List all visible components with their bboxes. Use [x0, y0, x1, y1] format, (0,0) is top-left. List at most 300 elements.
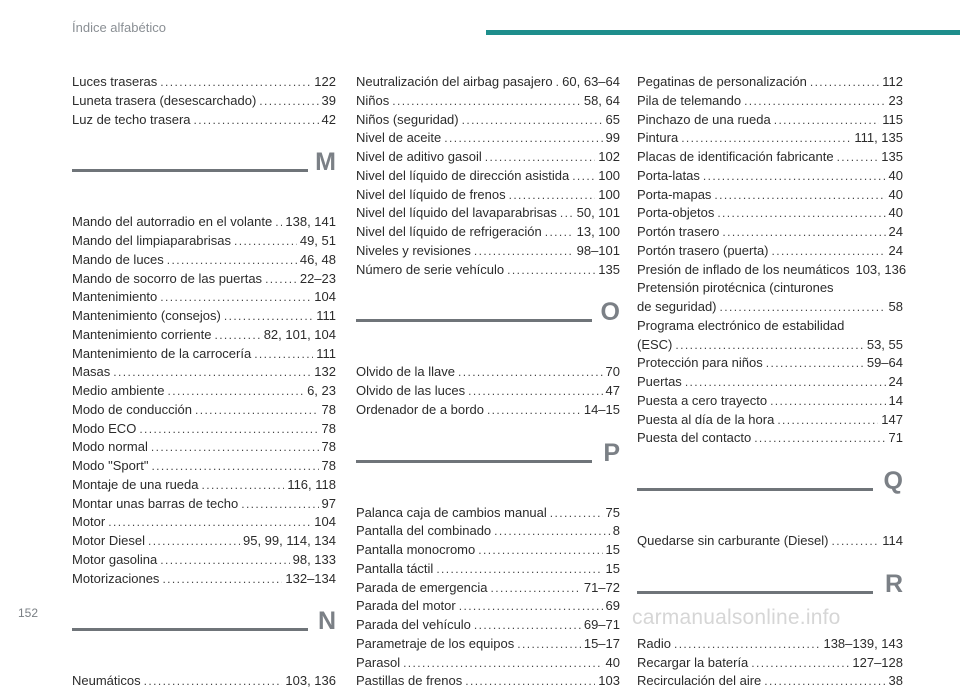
index-entry-term: Parada del vehículo: [356, 617, 471, 632]
index-entry-pages: 103: [598, 673, 620, 689]
index-entry-pages: 40: [888, 186, 903, 202]
index-entry-pages: 38: [888, 673, 903, 689]
index-entry: [356, 401, 620, 420]
dot-leader: [160, 288, 311, 307]
index-entry-pages: 14: [888, 392, 903, 408]
dot-leader: [681, 129, 851, 148]
dot-leader: [139, 420, 318, 439]
dot-leader: [550, 504, 603, 523]
index-entry-pages: 47: [605, 383, 620, 398]
index-entry: [637, 167, 903, 186]
index-entry-pages: 23: [888, 92, 903, 108]
index-entry-pages: 112: [882, 74, 903, 89]
index-entry-term: Nivel del líquido de dirección asistida: [356, 167, 570, 183]
page-number: 152: [18, 606, 39, 620]
index-entry-pages: 111: [316, 345, 336, 361]
index-entry-pages: 6, 23: [307, 383, 336, 398]
index-entry: [637, 373, 903, 392]
index-entry-pages: 14–15: [583, 401, 620, 417]
index-entry-term: Luz de techo trasera: [72, 111, 191, 127]
index-entry-term: Programa electrónico de estabilidad: [637, 317, 845, 333]
dot-leader: [148, 532, 240, 551]
dot-leader: [224, 307, 313, 326]
dot-leader: [151, 438, 319, 457]
dot-leader: [754, 429, 885, 448]
dot-leader: [494, 522, 610, 541]
dot-leader: [556, 73, 560, 92]
index-entry-term: Montar unas barras de techo: [72, 495, 239, 511]
dot-leader: [764, 672, 885, 691]
index-entry-term: Motor Diesel: [72, 533, 145, 548]
dot-leader: [831, 532, 879, 551]
index-entry: [356, 382, 620, 401]
index-entry: [72, 438, 336, 457]
dot-leader: [517, 635, 581, 654]
dot-leader: [403, 654, 602, 673]
index-entry-pages: 71: [888, 430, 903, 446]
index-entry-pages: 22–23: [299, 270, 336, 286]
index-entry: [72, 270, 336, 289]
index-entry-term: Mantenimiento corriente: [72, 326, 212, 342]
dot-leader: [160, 73, 311, 92]
dot-leader: [458, 363, 603, 382]
index-entry-pages: 78: [321, 458, 336, 473]
index-entry-term: Porta-objetos: [637, 205, 715, 221]
index-entry-term: Pinchazo de una rueda: [637, 111, 771, 127]
index-entry: [72, 307, 336, 326]
index-entry-term: Modo ECO: [72, 420, 137, 436]
header-accent-bar: [486, 30, 960, 35]
index-entry-pages: 135: [881, 149, 903, 164]
dot-leader: [487, 401, 581, 420]
index-entry: [356, 597, 620, 616]
index-entry: [637, 635, 903, 654]
dot-leader: [485, 148, 596, 167]
index-entry-term: Puesta al día de la hora: [637, 411, 775, 427]
index-entry-term: Neutralización del airbag pasajero: [356, 74, 553, 89]
index-entry: [356, 560, 620, 579]
dot-leader: [507, 261, 595, 280]
dot-leader: [474, 616, 581, 635]
section-letter: M: [315, 148, 336, 177]
index-entry-term: Presión de inflado de los neumáticos: [637, 261, 850, 277]
index-entry-term: Parametraje de los equipos: [356, 635, 515, 651]
dot-leader: [703, 167, 886, 186]
dot-leader: [459, 597, 603, 616]
index-entry: [356, 223, 620, 242]
dot-leader: [465, 672, 595, 691]
index-entry: [72, 326, 336, 345]
dot-leader: [462, 111, 603, 130]
index-entry-pages: 127–128: [852, 654, 903, 670]
index-entry: [72, 476, 336, 495]
index-entry-pages: 58: [888, 299, 903, 314]
index-entry-term: Puesta del contacto: [637, 430, 752, 446]
index-entry: [637, 111, 903, 130]
index-entry-term: Radio: [637, 635, 671, 651]
index-entry: [356, 261, 620, 280]
dot-leader: [167, 251, 297, 270]
index-column-2: [356, 73, 620, 691]
dot-leader: [234, 232, 297, 251]
dot-leader: [468, 382, 602, 401]
index-entry: [356, 129, 620, 148]
index-entry: [72, 570, 336, 589]
index-entry: [356, 242, 620, 261]
index-entry-pages: 115: [882, 111, 903, 127]
section-divider: [72, 169, 308, 172]
section-letter: Q: [883, 467, 903, 495]
index-entry: [637, 223, 903, 242]
index-entry: [356, 635, 620, 654]
index-entry-pages: 24: [888, 374, 903, 389]
index-entry-pages: 13, 100: [576, 224, 620, 239]
index-entry-pages: 138, 141: [285, 214, 336, 230]
index-entry-pages: 53, 55: [866, 336, 903, 352]
dot-leader: [770, 392, 885, 411]
index-entry-term: Portón trasero: [637, 224, 720, 239]
index-entry-pages: 39: [321, 92, 336, 108]
dot-leader: [572, 167, 595, 186]
index-entry: [356, 204, 620, 223]
index-entry-pages: 24: [888, 224, 903, 239]
index-entry-term: Mando de luces: [72, 251, 164, 267]
index-entry-term: Niños: [356, 92, 390, 108]
index-entry: [637, 129, 903, 148]
index-entry-pages: 40: [605, 654, 620, 670]
index-entry-pages: 132–134: [285, 570, 336, 586]
section-header: [72, 608, 336, 668]
index-entry-pages: 40: [888, 167, 903, 183]
dot-leader: [474, 242, 574, 261]
index-entry: [637, 392, 903, 411]
index-entry-pages: 116, 118: [287, 476, 336, 492]
section-letter: P: [603, 438, 620, 467]
index-entry-pages: 65: [605, 111, 620, 127]
dot-leader: [214, 326, 260, 345]
dot-leader: [241, 495, 318, 514]
section-header: [637, 468, 903, 528]
index-entry-pages: 60, 63–64: [562, 74, 620, 89]
index-entry-term: Mando del autorradio en el volante: [72, 214, 273, 230]
index-entry-pages: 98–101: [576, 242, 620, 258]
index-entry: [637, 532, 903, 551]
index-entry-term: Motor: [72, 514, 106, 530]
index-entry-term: Nivel del líquido del lavaparabrisas: [356, 205, 557, 221]
index-entry-term: Pila de telemando: [637, 92, 742, 108]
index-entry: [637, 148, 903, 167]
section-divider: [356, 319, 592, 322]
index-entry-term: Pantalla del combinado: [356, 523, 492, 539]
index-entry-pages: 122: [314, 74, 336, 89]
index-entry-pages: 104: [314, 289, 336, 305]
dot-leader: [774, 111, 880, 130]
dot-leader: [144, 672, 283, 691]
dot-leader: [717, 204, 885, 223]
index-entry-pages: 69–71: [583, 617, 620, 632]
index-entry: [356, 654, 620, 673]
index-entry-term: Pegatinas de personalización: [637, 74, 807, 89]
index-entry: [72, 92, 336, 111]
dot-leader: [722, 223, 885, 242]
dot-leader: [766, 354, 864, 373]
dot-leader: [168, 382, 305, 401]
index-entry-pages: 132: [314, 364, 336, 380]
dot-leader: [744, 92, 885, 111]
index-entry-term: Olvido de la llave: [356, 364, 455, 380]
index-entry-pages: 8: [612, 523, 620, 539]
index-entry-term: Porta-latas: [637, 167, 700, 183]
index-entry-pages: 40: [888, 205, 903, 221]
index-entry-term: Olvido de las luces: [356, 383, 466, 398]
section-header: [356, 299, 620, 359]
index-entry-pages: 59–64: [866, 355, 903, 371]
index-entry: [72, 363, 336, 382]
index-entry-term: Parasol: [356, 654, 401, 670]
index-entry-term: Modo normal: [72, 439, 148, 455]
index-entry-term: Mantenimiento de la carrocería: [72, 345, 252, 361]
index-entry-term: Pintura: [637, 130, 679, 146]
index-entry-pages: 103, 136: [855, 261, 907, 277]
dot-leader: [444, 129, 602, 148]
index-entry-pages: 97: [321, 495, 336, 511]
index-entry: [637, 354, 903, 373]
index-entry-term: Protección para niños: [637, 355, 763, 371]
dot-leader: [392, 92, 581, 111]
section-divider: [356, 460, 592, 463]
section-letter: R: [884, 569, 903, 598]
index-entry: [637, 298, 903, 317]
index-entry-pages: 111, 135: [854, 130, 903, 146]
index-entry-pages: 135: [598, 261, 620, 277]
dot-leader: [113, 363, 311, 382]
index-entry: [637, 242, 903, 261]
index-entry: [356, 186, 620, 205]
index-entry-term: Recirculación del aire: [637, 673, 762, 689]
dot-leader: [714, 186, 885, 205]
index-entry-term: Motor gasolina: [72, 551, 158, 567]
index-entry-pages: 99: [605, 130, 620, 146]
dot-leader: [837, 148, 879, 167]
index-entry: [637, 73, 903, 92]
index-entry: [72, 420, 336, 439]
dot-leader: [151, 457, 318, 476]
watermark: carmanualsonline.info: [632, 606, 841, 629]
index-entry-pages: 103, 136: [285, 673, 336, 689]
index-entry: [72, 513, 336, 532]
index-entry: [72, 382, 336, 401]
dot-leader: [720, 298, 886, 317]
index-entry: [72, 288, 336, 307]
index-entry: [72, 111, 336, 130]
index-entry-term: Nivel del líquido de refrigeración: [356, 224, 542, 239]
index-entry-term: Nivel de aceite: [356, 130, 442, 146]
index-entry-term: Número de serie vehículo: [356, 261, 505, 277]
index-entry-pages: 100: [598, 167, 620, 183]
index-entry-pages: 78: [321, 420, 336, 436]
section-letter: O: [600, 298, 620, 327]
dot-leader: [509, 186, 596, 205]
dot-leader: [777, 411, 878, 430]
index-entry-pages: 78: [321, 401, 336, 417]
index-entry-pages: 24: [888, 242, 903, 258]
index-entry-pages: 82, 101, 104: [263, 326, 336, 342]
index-entry: [356, 672, 620, 691]
index-entry-term: Medio ambiente: [72, 383, 165, 398]
index-entry-term: Mantenimiento: [72, 289, 158, 305]
index-entry: [72, 532, 336, 551]
index-entry-term: Porta-mapas: [637, 186, 712, 202]
index-entry-pages: 75: [605, 504, 620, 520]
dot-leader: [810, 73, 879, 92]
index-entry-term: Mando de socorro de las puertas: [72, 270, 263, 286]
index-entry: [637, 261, 907, 280]
section-header: [356, 440, 620, 500]
index-entry-term: Pantalla monocromo: [356, 542, 476, 557]
index-entry-term: Portón trasero (puerta): [637, 242, 769, 258]
dot-leader: [162, 570, 282, 589]
page-header-title: Índice alfabético: [72, 20, 166, 35]
index-entry: [72, 213, 336, 232]
dot-leader: [194, 111, 319, 130]
index-entry: [72, 345, 336, 364]
index-entry-pages: 95, 99, 114, 134: [242, 533, 336, 548]
index-entry: [637, 429, 903, 448]
index-entry: [356, 92, 620, 111]
index-entry-term: Recargar la batería: [637, 654, 749, 670]
dot-leader: [160, 551, 289, 570]
index-entry: [356, 111, 620, 130]
index-entry: [72, 457, 336, 476]
index-entry-term: Luces traseras: [72, 74, 158, 89]
index-entry-pages: 147: [881, 411, 903, 427]
index-entry-pages: 78: [321, 439, 336, 455]
index-entry-term: Placas de identificación fabricante: [637, 149, 834, 164]
index-column-3: [637, 73, 907, 691]
section-letter: N: [317, 607, 336, 636]
index-entry-term: Nivel del líquido de frenos: [356, 186, 506, 202]
index-entry-term: Mando del limpiaparabrisas: [72, 233, 231, 248]
index-entry: [637, 336, 903, 355]
index-entry-term: Montaje de una rueda: [72, 476, 199, 492]
index-entry: [356, 579, 620, 598]
dot-leader: [772, 242, 886, 261]
index-entry-term: Nivel de aditivo gasoil: [356, 149, 482, 164]
index-entry-pages: 138–139, 143: [823, 635, 903, 651]
index-entry-pages: 111: [316, 308, 336, 323]
index-entry-pages: 58, 64: [583, 92, 620, 108]
dot-leader: [254, 345, 313, 364]
index-entry: [356, 363, 620, 382]
index-entry-term-continued: (ESC): [637, 336, 673, 352]
index-column-1: [72, 73, 336, 691]
index-entry: [72, 232, 336, 251]
index-entry-term: Parada de emergencia: [356, 579, 488, 595]
index-entry: [637, 92, 903, 111]
index-entry: [356, 541, 620, 560]
index-entry-pages: 71–72: [583, 579, 620, 595]
index-entry: [356, 504, 620, 523]
index-entry-term: Niños (seguridad): [356, 111, 459, 127]
index-entry-pages: 104: [314, 514, 336, 530]
index-entry: [356, 73, 620, 92]
index-entry: [356, 522, 620, 541]
index-entry-term: Masas: [72, 364, 111, 380]
dot-leader: [108, 513, 311, 532]
dot-leader: [265, 270, 297, 289]
index-entry-term: Modo "Sport": [72, 458, 149, 473]
index-entry-term: Parada del motor: [356, 598, 456, 614]
index-entry-pages: 15: [605, 542, 620, 557]
dot-leader: [436, 560, 602, 579]
index-entry: [356, 167, 620, 186]
index-entry: [637, 411, 903, 430]
index-entry-pages: 69: [605, 598, 620, 614]
index-entry: [72, 401, 336, 420]
index-entry-pages: 15: [605, 560, 620, 576]
index-entry-term: Modo de conducción: [72, 401, 192, 417]
index-entry-pages: 49, 51: [299, 233, 336, 248]
index-entry-term-continued: de seguridad): [637, 299, 717, 314]
index-entry-term: Motorizaciones: [72, 570, 160, 586]
dot-leader: [478, 541, 602, 560]
index-entry-pages: 50, 101: [576, 205, 620, 221]
dot-leader: [675, 336, 863, 355]
index-entry-term: Pastillas de frenos: [356, 673, 463, 689]
dot-leader: [685, 373, 886, 392]
index-entry-term: Quedarse sin carburante (Diesel): [637, 533, 829, 548]
index-entry-pages: 42: [321, 111, 336, 127]
index-entry-pages: 114: [882, 533, 903, 548]
index-entry-term: Mantenimiento (consejos): [72, 308, 221, 323]
index-entry-pages: 100: [598, 186, 620, 202]
index-entry: [72, 551, 336, 570]
index-entry-term: Luneta trasera (desescarchado): [72, 92, 257, 108]
index-entry-pages: 98, 133: [292, 551, 336, 567]
dot-leader: [491, 579, 581, 598]
index-entry: [72, 495, 336, 514]
index-entry: [356, 616, 620, 635]
index-entry: [356, 148, 620, 167]
index-entry: [72, 73, 336, 92]
index-entry: [72, 672, 336, 691]
index-entry-term: Neumáticos: [72, 673, 141, 689]
index-entry: [637, 654, 903, 673]
section-divider: [637, 488, 873, 491]
dot-leader: [201, 476, 284, 495]
section-header: [72, 149, 336, 209]
index-entry-term: Pantalla táctil: [356, 560, 434, 576]
dot-leader: [751, 654, 849, 673]
index-entry-pages: 15–17: [583, 635, 620, 651]
dot-leader: [275, 213, 282, 232]
section-divider: [637, 591, 873, 594]
index-entry: [637, 204, 903, 223]
index-entry-pages: 102: [598, 149, 620, 164]
index-entry: [637, 672, 903, 691]
index-entry-term: Puertas: [637, 374, 682, 389]
index-entry: [637, 186, 903, 205]
dot-leader: [560, 204, 574, 223]
index-entry-pages: 46, 48: [299, 251, 336, 267]
index-entry-pages: 70: [605, 364, 620, 380]
dot-leader: [674, 635, 821, 654]
section-divider: [72, 628, 308, 631]
index-entry-term: Niveles y revisiones: [356, 242, 471, 258]
index-entry-term: Palanca caja de cambios manual: [356, 504, 547, 520]
dot-leader: [545, 223, 574, 242]
index-entry-term: Puesta a cero trayecto: [637, 392, 768, 408]
